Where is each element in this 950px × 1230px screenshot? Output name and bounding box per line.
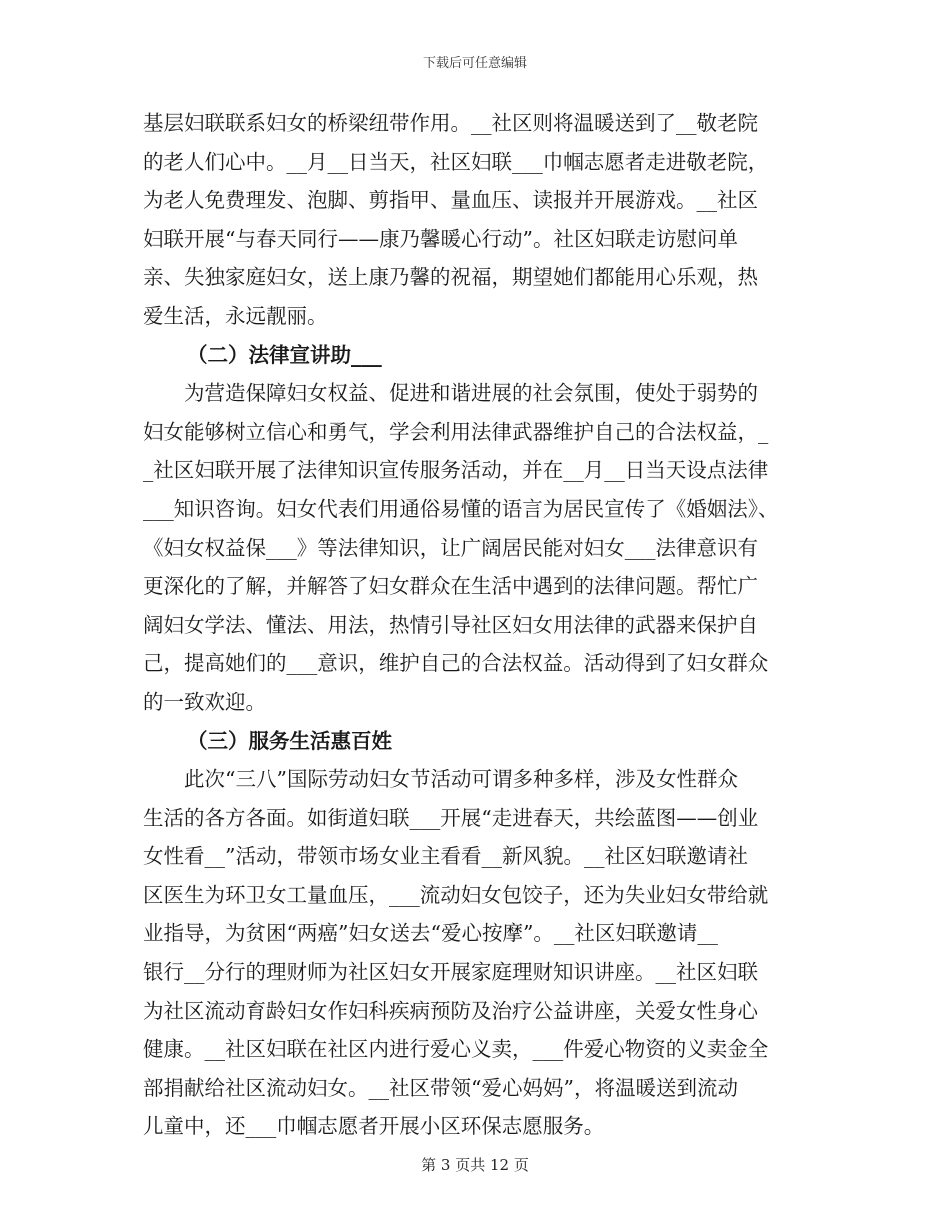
body-line: ___知识咨询。妇女代表们用通俗易懂的语言为居民宣传了《婚姻法》、 [143,496,779,521]
body-line: 为营造保障妇女权益、促进和谐进展的社会氛围，使处于弱势的 [184,381,758,406]
body-line: 业指导，为贫困“两癌”妇女送去“爱心按摩”。__社区妇联邀请__ [143,921,718,946]
body-line: 为老人免费理发、泡脚、剪指甲、量血压、读报并开展游戏。__社区 [143,188,758,213]
body-line: 《妇女权益保___》等法律知识，让广阔居民能对妇女___法律意识有 [143,535,758,560]
page-number: 第 3 页共 12 页 [421,1156,529,1174]
body-line: 银行__分行的理财师为社区妇女开展家庭理财知识讲座。__社区妇联 [143,960,758,985]
body-line: 的一致欢迎。 [143,689,266,714]
document-body [143,104,823,1146]
body-line: 女性看__”活动，带领市场女业主看看__新风貌。__社区妇联邀请社 [143,844,748,869]
body-line: 生活的各方各面。如街道妇联___开展“走进春天，共绘蓝图——创业 [143,805,759,830]
body-line: 健康。__社区妇联在社区内进行爱心义卖，___件爱心物资的义卖金全 [143,1037,769,1062]
body-line: 区医生为环卫女工量血压，___流动妇女包饺子，还为失业妇女带给就 [143,882,769,907]
body-line: 儿童中，还___巾帼志愿者开展小区环保志愿服务。 [143,1114,605,1139]
page-header: 下载后可任意编辑 [422,56,527,71]
body-line: 己，提高她们的___意识，维护自己的合法权益。活动得到了妇女群众 [143,651,769,676]
section-heading-legal: （二）法律宣讲助___ [187,342,382,367]
body-line: 亲、失独家庭妇女，送上康乃馨的祝福，期望她们都能用心乐观，热 [143,265,758,290]
body-line: 爱生活，永远靓丽。 [143,303,328,328]
body-line: 阔妇女学法、懂法、用法，热情引导社区妇女用法律的武器来保护自 [143,612,758,637]
body-line: 的老人们心中。__月__日当天，社区妇联___巾帼志愿者走进敬老院， [143,149,769,174]
body-line: 妇女能够树立信心和勇气，学会利用法律武器维护自己的合法权益，_ [143,419,769,444]
body-line: 更深化的了解，并解答了妇女群众在生活中遇到的法律问题。帮忙广 [143,574,758,599]
body-line: 部捐献给社区流动妇女。__社区带领“爱心妈妈”，将温暖送到流动 [143,1075,738,1100]
body-line: 此次“三八”国际劳动妇女节活动可谓多种多样，涉及女性群众 [184,767,738,792]
section-heading-service: （三）服务生活惠百姓 [187,728,392,753]
body-line: _社区妇联开展了法律知识宣传服务活动，并在__月__日当天设点法律 [143,458,769,483]
body-line: 为社区流动育龄妇女作妇科疾病预防及治疗公益讲座，关爱女性身心 [143,998,758,1023]
body-line: 妇联开展“与春天同行——康乃馨暖心行动”。社区妇联走访慰问单 [143,226,738,251]
body-line: 基层妇联联系妇女的桥梁纽带作用。__社区则将温暖送到了__敬老院 [143,111,758,135]
